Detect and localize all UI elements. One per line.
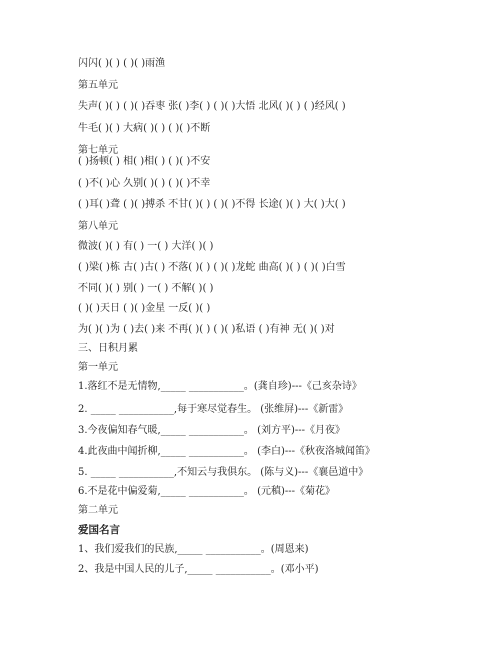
quote-line: 2、我是中国人民的儿子,_____ ___________。(邓小平) (78, 564, 319, 575)
quote-line: 1、我们爱我们的民族,_____ ___________。(周恩来) (78, 544, 309, 555)
bold-heading: 爱国名言 (78, 524, 120, 536)
section-heading: 第五单元 (78, 80, 118, 91)
text-line: 闪闪( )( ) ( )( )雨渔 (78, 58, 166, 69)
text-line: 失声( )( ) ( )( )吞枣 张( )李( ) ( )( )大悟 北风( )( ) ( )经风( ) (78, 101, 346, 112)
quote-line: 3.今夜偏知春气暖,_____ ___________。 (刘方平)---《月夜》 (78, 425, 346, 436)
text-line: ( )( )天日 ( )( )金星 一反( )( ) (78, 303, 211, 314)
text-line: ( )梁( )栋 古( )古( ) 不落( )( ) ( )( )龙蛇 曲高( )( ) ( )( )白雪 (78, 262, 346, 273)
section-heading: 第七单元 (78, 145, 118, 156)
quote-line: 6.不是花中偏爱菊,_____ ___________。 (元稹)---《菊花》 (78, 486, 336, 497)
text-line: ( )耳( )聋 ( )( )搏杀 不甘( )( ) ( )( )不得 长途( )( ) 大( )大( ) (78, 199, 346, 210)
text-line: ( )扬顿( ) 相( )相( ) ( )( )不安 (78, 156, 211, 167)
text-line: ( )不( )心 久别( )( ) ( )( )不幸 (78, 178, 211, 189)
quote-line: 1.落红不是无情物,_____ ___________。(龚自珍)---《己亥杂诗》 (78, 381, 362, 392)
quote-line: 2. _____ ___________,每于寒尽觉春生。 (张维屏)---《新雷》 (78, 404, 349, 415)
text-line: 为( )( )为 ( )去( )来 不再( )( ) ( )( )私语 ( )有神 无( )( )对 (78, 324, 335, 335)
section-heading: 第八单元 (78, 221, 118, 232)
section-heading: 第一单元 (78, 362, 118, 373)
section-heading: 三、日积月累 (78, 343, 138, 354)
text-line: 微波( )( ) 有( ) 一( ) 大洋( )( ) (78, 241, 214, 252)
text-line: 牛毛( )( ) 大病( )( ) ( )( )不断 (78, 123, 211, 134)
section-heading: 第二单元 (78, 505, 118, 516)
quote-line: 4.此夜曲中闻折柳,_____ ___________。 (李白)---《秋夜洛城闻笛》 (78, 446, 376, 457)
quote-line: 5. _____ ___________,不知云与我俱东。 (陈与义)---《襄邑道中》 (78, 467, 369, 478)
text-line: 不同( )( ) 别( ) 一( ) 不解( )( ) (78, 283, 214, 294)
